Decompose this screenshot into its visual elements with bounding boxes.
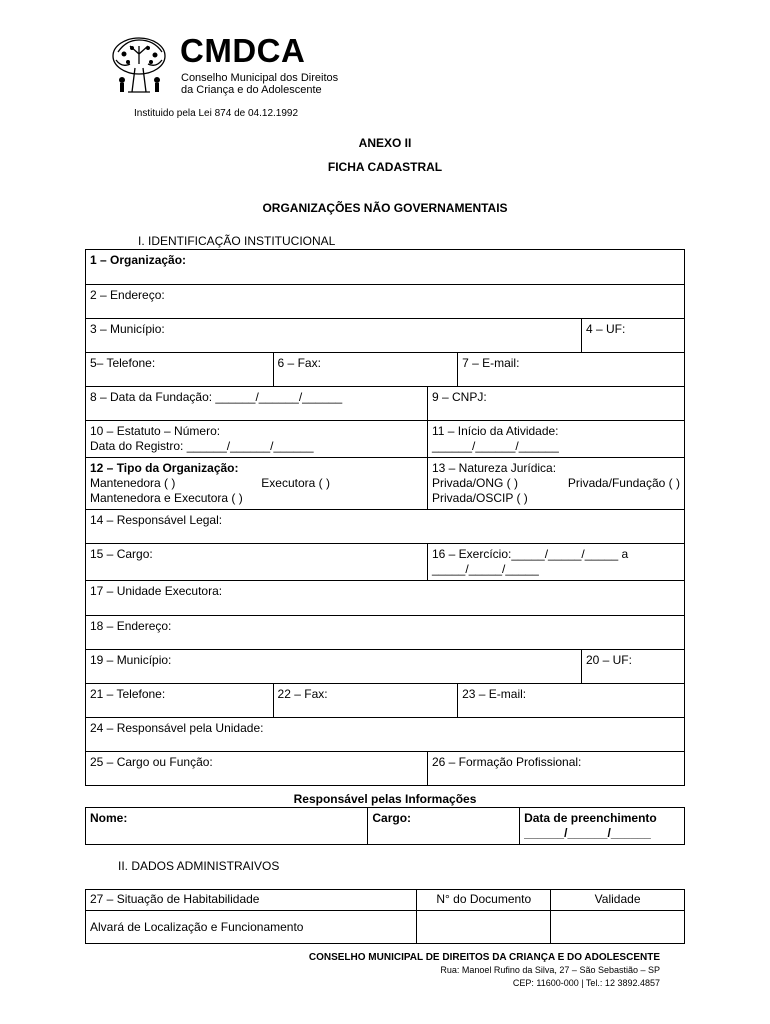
responsible-table	[85, 807, 685, 845]
field-telefone-unidade[interactable]: 21 – Telefone:	[86, 684, 274, 718]
field-data-fundacao[interactable]: 8 – Data da Fundação: ______/______/______	[86, 387, 428, 421]
brand-line-2: da Criança e do Adolescente	[181, 84, 322, 96]
field-fax-unidade[interactable]: 22 – Fax:	[273, 684, 458, 718]
option-privada-fundacao[interactable]: Privada/Fundação ( )	[567, 476, 680, 490]
field-municipio-unidade[interactable]: 19 – Município:	[86, 650, 582, 684]
organizations-title: ORGANIZAÇÕES NÃO GOVERNAMENTAIS	[262, 201, 508, 215]
field-telefone[interactable]: 5– Telefone:	[86, 353, 274, 387]
brand-line-1: Conselho Municipal dos Direitos	[181, 72, 339, 84]
field-exercicio[interactable]: 16 – Exercício:_____/_____/_____ a _____/_____/_____	[427, 544, 684, 581]
admin-data-table	[85, 889, 685, 944]
tipo-organizacao-label: 12 – Tipo da Organização:	[90, 461, 239, 475]
responsible-title: Responsável pelas Informações	[293, 792, 477, 806]
responsible-name-field[interactable]: Nome:	[86, 808, 368, 845]
brand-name: CMDCA	[180, 32, 306, 69]
field-formacao-profissional[interactable]: 26 – Formação Profissional:	[427, 752, 684, 786]
section-2-title: II. DADOS ADMINISTRAIVOS	[118, 859, 280, 873]
brand-subtitle	[181, 72, 338, 96]
footer	[309, 951, 660, 990]
instituted-by-law: Instituido pela Lei 874 de 04.12.1992	[134, 108, 299, 119]
field-uf[interactable]: 4 – UF:	[581, 319, 684, 353]
field-fax[interactable]: 6 – Fax:	[273, 353, 458, 387]
fill-date-label: Data de preenchimento	[524, 811, 657, 825]
option-mantenedora[interactable]: Mantenedora ( )	[90, 476, 176, 490]
option-privada-ong[interactable]: Privada/ONG ( )	[431, 476, 518, 490]
field-cargo[interactable]: 15 – Cargo:	[86, 544, 428, 581]
footer-address: Rua: Manoel Rufino da Silva, 27 – São Sebastião – SP	[440, 965, 660, 975]
option-mantenedora-executora[interactable]: Mantenedora e Executora ( )	[90, 491, 243, 505]
field-unidade-executora[interactable]: 17 – Unidade Executora:	[86, 581, 685, 616]
field-municipio[interactable]: 3 – Município:	[86, 319, 582, 353]
section-1-title: I. IDENTIFICAÇÃO INSTITUCIONAL	[138, 234, 336, 248]
option-privada-oscip[interactable]: Privada/OSCIP ( )	[431, 491, 528, 505]
field-estatuto[interactable]	[86, 421, 428, 458]
field-email[interactable]: 7 – E-mail:	[458, 353, 685, 387]
field-endereco-unidade[interactable]: 18 – Endereço:	[86, 616, 685, 650]
responsible-role-field[interactable]: Cargo:	[368, 808, 520, 845]
admin-row-alvara: Alvará de Localização e Funcionamento	[86, 911, 417, 944]
annex-title: ANEXO II	[358, 136, 412, 150]
cmdca-tree-logo	[108, 34, 170, 98]
data-registro-label: Data do Registro: ______/______/______	[90, 439, 314, 453]
field-inicio-atividade[interactable]: 11 – Início da Atividade: ______/______/______	[427, 421, 684, 458]
admin-header-validade: Validade	[551, 890, 685, 911]
form-title: FICHA CADASTRAL	[327, 160, 443, 174]
admin-row-alvara-documento[interactable]	[417, 911, 551, 944]
field-responsavel-unidade[interactable]: 24 – Responsável pela Unidade:	[86, 718, 685, 752]
admin-header-documento: N° do Documento	[417, 890, 551, 911]
field-responsavel-legal[interactable]: 14 – Responsável Legal:	[86, 510, 685, 544]
field-tipo-organizacao[interactable]	[86, 458, 428, 510]
identification-form-table	[85, 249, 685, 786]
field-uf-unidade[interactable]: 20 – UF:	[581, 650, 684, 684]
footer-contact: CEP: 11600-000 | Tel.: 12 3892.4857	[512, 978, 660, 988]
fill-date-field[interactable]	[520, 808, 685, 845]
field-email-unidade[interactable]: 23 – E-mail:	[458, 684, 685, 718]
field-cargo-funcao[interactable]: 25 – Cargo ou Função:	[86, 752, 428, 786]
natureza-juridica-label: 13 – Natureza Jurídica:	[431, 461, 557, 475]
admin-header-habitabilidade: 27 – Situação de Habitabilidade	[86, 890, 417, 911]
option-executora[interactable]: Executora ( )	[261, 476, 330, 490]
field-cnpj[interactable]: 9 – CNPJ:	[427, 387, 684, 421]
field-endereco[interactable]: 2 – Endereço:	[86, 285, 685, 319]
admin-row-alvara-validade[interactable]	[551, 911, 685, 944]
field-organizacao[interactable]: 1 – Organização:	[86, 250, 685, 285]
field-natureza-juridica[interactable]	[427, 458, 684, 510]
fill-date-value: ______/______/______	[524, 826, 651, 840]
estatuto-numero-label: 10 – Estatuto – Número:	[90, 424, 221, 438]
footer-council-name: CONSELHO MUNICIPAL DE DIREITOS DA CRIANÇA E DO ADOLESCENTE	[308, 952, 660, 963]
